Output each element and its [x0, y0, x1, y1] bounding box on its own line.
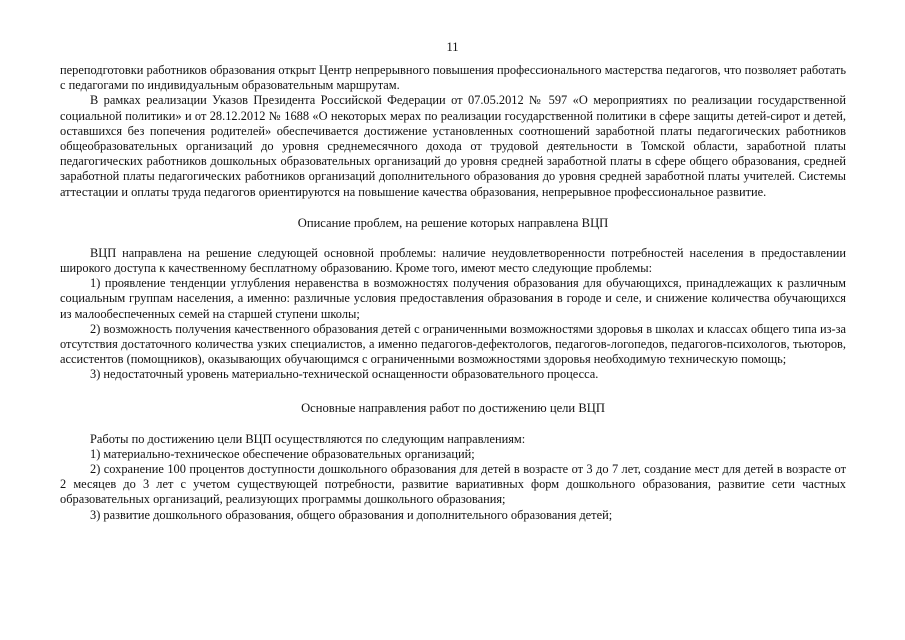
paragraph-continuation: переподготовки работников образования открыт Центр непрерывного повышения профессионального мастерства педагогов, что позволяет работать с педагогами по индивидуальным образовательным маршрутам.: [60, 63, 846, 93]
section-heading-directions: Основные направления работ по достижению цели ВЦП: [301, 400, 605, 415]
page-number: 11: [446, 40, 459, 54]
direction-item-1: 1) материально-техническое обеспечение образовательных организаций;: [90, 446, 475, 461]
direction-item-3: 3) развитие дошкольного образования, общего образования и дополнительного образования детей;: [90, 507, 613, 522]
direction-item-2: 2) сохранение 100 процентов доступности дошкольного образования для детей в возрасте от 3 до 7 лет, создание мест для детей в возрасте от 2 месяцев до 3 лет с учетом существующей потребности, развитие вариативных форм дошкольного образования, развитие сети частных образовательных организаций, реализующих программы дошкольного образования;: [60, 462, 846, 507]
problem-item-1: 1) проявление тенденции углубления неравенства в возможностях получения образования для обучающихся, принадлежащих к различным социальным группам населения, а именно: различные условия предоставления образования в городе и селе, и снижение количества обучающихся из малообеспеченных семей на старшей ступени школы;: [60, 276, 846, 321]
paragraph-decrees: В рамках реализации Указов Президента Российской Федерации от 07.05.2012 № 597 «О мероприятиях по реализации государственной социальной политики» и от 28.12.2012 № 1688 «О некоторых мерах по реализации государственной политики в сфере защиты детей-сирот и детей, оставшихся без попечения родителей» обеспечивается достижение установленных соотношений заработной платы педагогических работников общеобразовательных организаций до уровня среднемесячного дохода от трудовой деятельности в Томской области, заработной платы педагогических работников дошкольных образовательных организаций до уровня средней заработной платы в сфере общего образования, средней заработной платы педагогических работников организаций дополнительного образования до уровня средней заработной платы учителей. Системы аттестации и оплаты труда педагогов ориентируются на повышение качества образования, непрерывное профессиональное развитие.: [60, 93, 846, 199]
paragraph-main-problem: ВЦП направлена на решение следующей основной проблемы: наличие неудовлетворенности потребностей населения в предоставлении широкого доступа к качественному бесплатному образованию. Кроме того, имеют место следующие проблемы:: [60, 245, 846, 276]
section-heading-problems: Описание проблем, на решение которых направлена ВЦП: [297, 215, 609, 230]
paragraph-directions-intro: Работы по достижению цели ВЦП осуществляются по следующим направлениям:: [90, 431, 526, 446]
problem-item-3: 3) недостаточный уровень материально-технической оснащенности образовательного процесса.: [90, 367, 599, 382]
document-body: [60, 63, 846, 523]
problem-item-2: 2) возможность получения качественного образования детей с ограниченными возможностями здоровья в школах и классах общего типа из-за отсутствия достаточного количества узких специалистов, а именно педагогов-дефектологов, педагогов-логопедов, педагогов-психологов, тьюторов, ассистентов (помощников), оказывающих обучающимся с ограниченными возможностями здоровья необходимую техническую помощь;: [60, 321, 846, 367]
